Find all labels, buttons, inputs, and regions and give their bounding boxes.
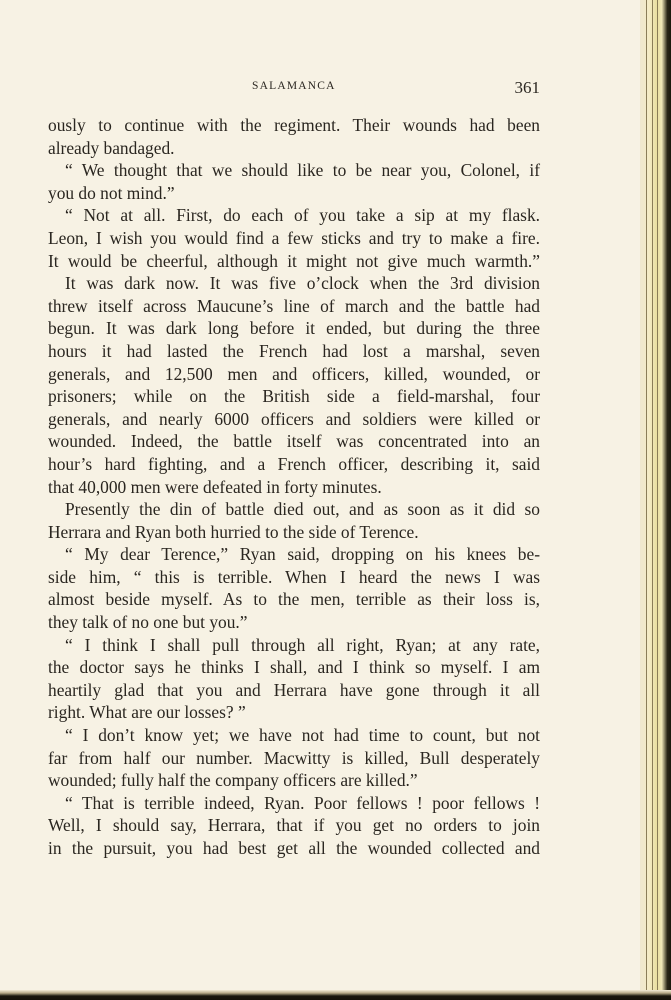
running-title: SALAMANCA: [252, 80, 336, 92]
text-line: It would be cheerful, although it might not give much warmth.”: [48, 250, 540, 271]
text-line: Presently the din of battle died out, and as soon as it did so: [65, 499, 540, 520]
text-line: hours it had lasted the French had lost a marshal, seven: [48, 340, 540, 361]
text-line: “ My dear Terence,” Ryan said, dropping on his knees be-: [65, 544, 540, 565]
text-line: “ I think I shall pull through all right, Ryan; at any rate,: [65, 634, 540, 655]
text-line: in the pursuit, you had best get all the wounded collected and: [48, 838, 540, 858]
text-line: wounded; fully half the company officers are killed.”: [48, 770, 418, 791]
text-line: you do not mind.”: [48, 182, 175, 203]
text-line: threw itself across Maucune’s line of march and the battle had: [48, 295, 540, 316]
text-line: Well, I should say, Herrara, that if you get no orders to join: [48, 815, 540, 836]
text-line: hour’s hard fighting, and a French officer, describing it, said: [48, 453, 540, 474]
page-edge-rule: [652, 0, 653, 1000]
page-edge-rule: [657, 0, 658, 1000]
text-line: “ I don’t know yet; we have not had time to count, but not: [65, 725, 540, 746]
text-line: prisoners; while on the British side a field-marshal, four: [48, 386, 540, 407]
page-edge-rule: [646, 0, 647, 1000]
body-text: [48, 114, 540, 860]
text-line: already bandaged.: [48, 137, 175, 158]
text-line: ously to continue with the regiment. Their wounds had been: [48, 115, 540, 135]
text-line: “ We thought that we should like to be near you, Colonel, if: [65, 160, 540, 181]
text-line: they talk of no one but you.”: [48, 612, 248, 633]
page-edge: [640, 0, 671, 1000]
page-number: 361: [514, 78, 540, 97]
text-line: Herrara and Ryan both hurried to the side of Terence.: [48, 521, 419, 542]
bottom-edge: [0, 990, 671, 1000]
text-line: heartily glad that you and Herrara have gone through it all: [48, 679, 540, 700]
text-line: right. What are our losses? ”: [48, 702, 246, 723]
text-line: far from half our number. Macwitty is killed, Bull desperately: [48, 747, 540, 768]
text-line: the doctor says he thinks I shall, and I think so myself. I am: [48, 657, 540, 678]
text-line: begun. It was dark long before it ended, but during the three: [48, 318, 540, 339]
text-line: generals, and nearly 6000 officers and soldiers were killed or: [48, 408, 540, 429]
text-line: generals, and 12,500 men and officers, killed, wounded, or: [48, 363, 540, 384]
text-line: almost beside myself. As to the men, terrible as their loss is,: [48, 589, 540, 610]
text-line: wounded. Indeed, the battle itself was concentrated into an: [48, 431, 540, 452]
text-line: that 40,000 men were defeated in forty minutes.: [48, 476, 382, 497]
text-line: “ That is terrible indeed, Ryan. Poor fellows ! poor fellows !: [65, 792, 540, 813]
running-head: [48, 78, 540, 100]
text-line: side him, “ this is terrible. When I heard the news I was: [48, 566, 540, 587]
text-line: It was dark now. It was five o’clock when the 3rd division: [65, 273, 540, 294]
text-line: Leon, I wish you would find a few sticks and try to make a fire.: [48, 227, 540, 248]
text-line: “ Not at all. First, do each of you take a sip at my flask.: [65, 205, 540, 226]
